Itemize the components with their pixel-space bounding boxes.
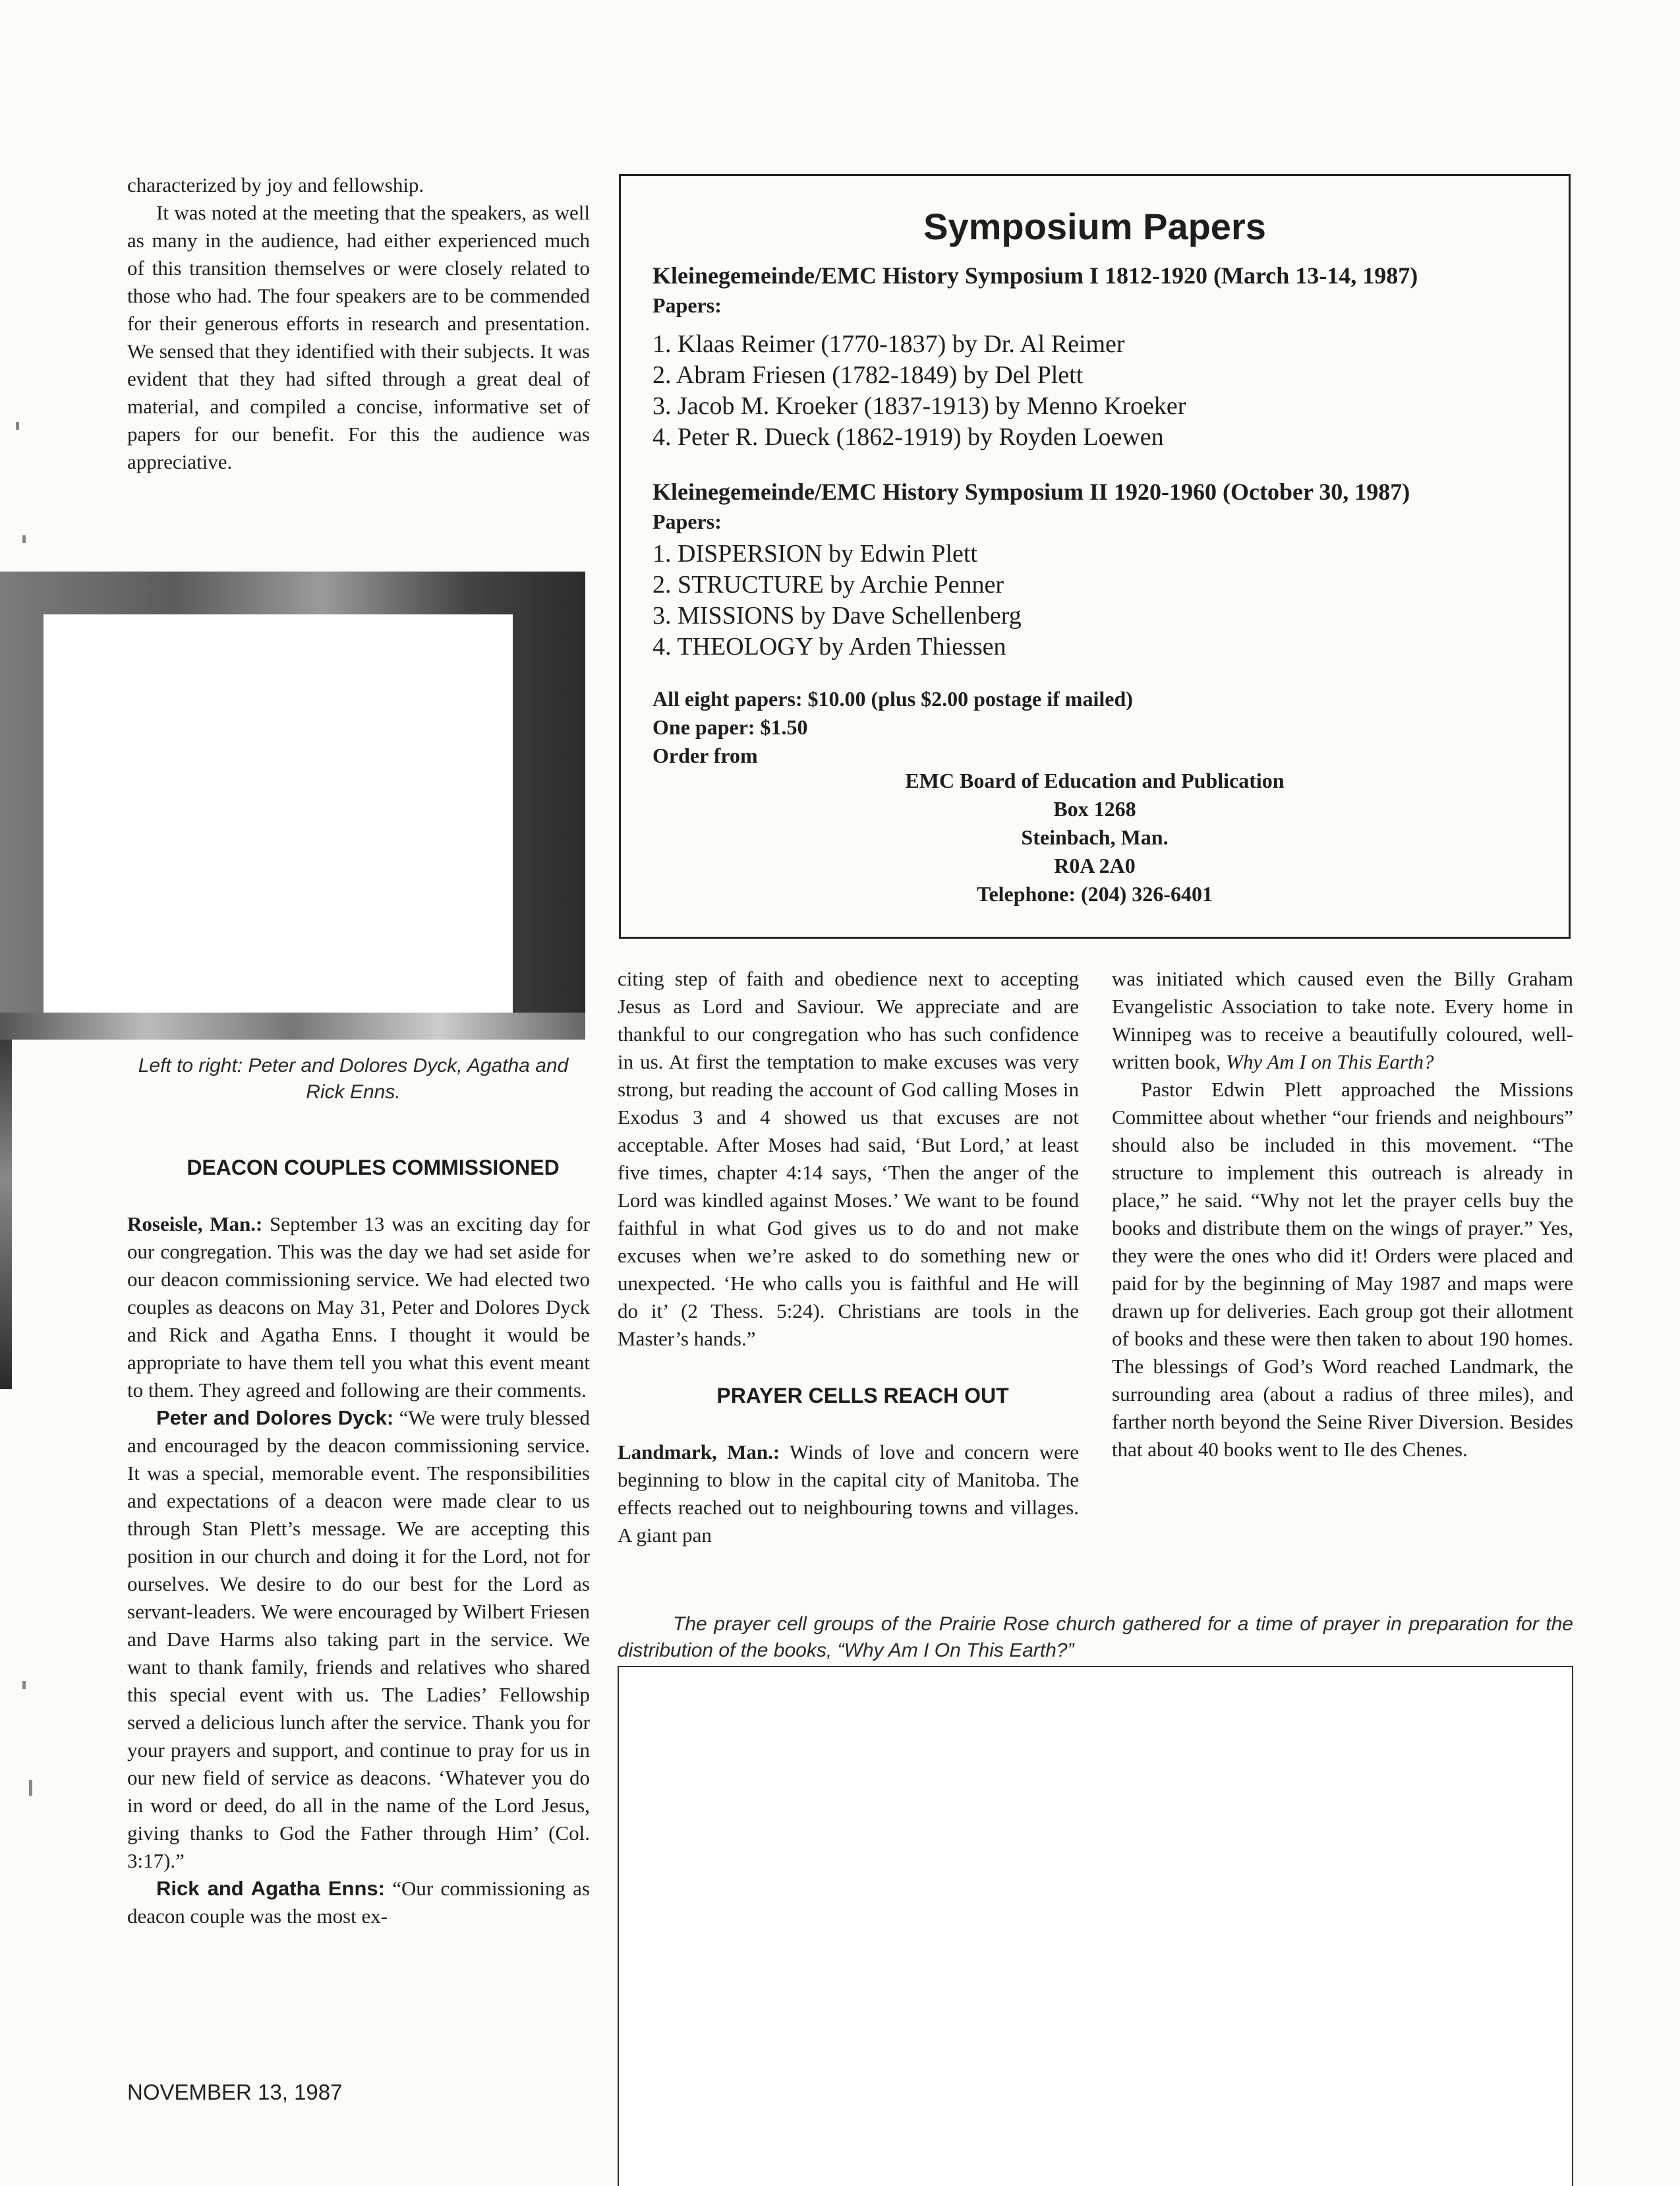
address-line: Steinbach, Man. xyxy=(1021,825,1169,849)
address-line: EMC Board of Education and Publication xyxy=(905,769,1285,792)
list-item: 2. STRUCTURE by Archie Penner xyxy=(652,571,1004,599)
symposium-1-papers-label: Papers: xyxy=(652,293,722,317)
right-column xyxy=(1112,965,1573,1463)
list-item: 4. THEOLOGY by Arden Thiessen xyxy=(652,633,1006,661)
dateline: Landmark, Man.: xyxy=(618,1440,780,1463)
paragraph: characterized by joy and fellowship. xyxy=(127,173,424,196)
symposium-2-title: Kleinegemeinde/EMC History Symposium II 1920-1960 (October 30, 1987) xyxy=(652,479,1410,505)
symposium-2-list xyxy=(652,539,1022,663)
book-title: Why Am I on This Earth? xyxy=(1226,1050,1434,1073)
scan-speck xyxy=(22,535,26,543)
list-item: 3. MISSIONS by Dave Schellenberg xyxy=(652,602,1022,630)
dateline: Roseisle, Man.: xyxy=(127,1212,263,1235)
order-from: Order from xyxy=(652,744,758,767)
symposium-title: Symposium Papers xyxy=(923,206,1266,247)
dyck-comment: Peter and Dolores Dyck: “We were truly blessed and encouraged by the deacon commissioning service. It was a special, memorable event. The responsibilities and expectations of a deacon were made clear to us through Stan Plett’s message. We are accepting this position in our church and doing it for the Lord, not for ourselves. We desire to do our best for the Lord as servant-leaders. We were encouraged by Wilbert Friesen and Dave Harms also taking part in the service. We want to thank family, friends and relatives who shared this special event with us. The Ladies’ Fellowship served a delicious lunch after the service. Thank you for your prayers and support, and continue to pray for us in our new field of service as deacons. ‘Whatever you do in word or deed, do all in the name of the Lord Jesus, giving thanks to God the Father through Him’ (Col. 3:17).” xyxy=(127,1406,590,1872)
deacon-couples-photo xyxy=(0,572,585,1040)
symposium-2-papers-label: Papers: xyxy=(652,510,722,533)
list-item: 1. Klaas Reimer (1770-1837) by Dr. Al Reimer xyxy=(652,330,1125,358)
deacon-article xyxy=(127,1154,590,1930)
prayer-cell-photo xyxy=(618,1666,1573,2186)
prayer-paragraph: was initiated which caused even the Billy Graham Evangelistic Association to take note. Every home in Winnipeg was to receive a beautifully coloured, well-written book, Why Am I on This Earth? xyxy=(1112,967,1573,1073)
list-item: 2. Abram Friesen (1782-1849) by Del Plett xyxy=(652,361,1084,389)
middle-column xyxy=(618,965,1079,1549)
prayer-intro: Landmark, Man.: Winds of love and concern were beginning to blow in the capital city of Manitoba. The effects reached out to neighbouring towns and villages. A giant pan xyxy=(618,1440,1079,1547)
photo-floor xyxy=(0,1013,585,1040)
photo-edge-strip xyxy=(0,1040,12,1389)
enns-comment: Rick and Agatha Enns: “Our commissioning as deacon couple was the most ex- xyxy=(127,1877,590,1928)
address-line: Telephone: (204) 326-6401 xyxy=(977,882,1213,906)
list-item: 1. DISPERSION by Edwin Plett xyxy=(652,540,977,568)
prayer-paragraph: Pastor Edwin Plett approached the Missions Committee about whether “our friends and neighbours” should also be included in this movement. “The structure to implement this outreach is already in place,” he said. “Why not let the prayer cells buy the books and distribute them on the wings of prayer.” Yes, they were the ones who did it! Orders were placed and paid for by the beginning of May 1987 and maps were drawn up for deliveries. Each group got their allotment of books and these were then taken to about 190 homes. The blessings of God’s Word reached Landmark, the surrounding area (about a radius of three miles), and farther north beyond the Seine River Diversion. Besides that about 40 books went to Ile des Chenes. xyxy=(1112,1078,1573,1461)
photo-caption-top: Left to right: Peter and Dolores Dyck, Agatha and Rick Enns. xyxy=(138,1055,569,1103)
address-line: R0A 2A0 xyxy=(1054,854,1136,877)
scan-speck xyxy=(22,1681,26,1689)
address-line: Box 1268 xyxy=(1053,797,1136,821)
photo-blank-area xyxy=(43,614,513,1013)
paragraph: It was noted at the meeting that the speakers, as well as many in the audience, had either experienced much of this transition themselves or were closely related to those who had. The four speakers are to be commended for their generous efforts in research and presentation. We sensed that they identified with their subjects. It was evident that they had sifted through a great deal of material, and compiled a concise, informative set of papers for our benefit. For this the audience was appreciative. xyxy=(127,201,590,473)
enns-comment-continued: citing step of faith and obedience next to accepting Jesus as Lord and Saviour. We appreciate and are thankful to our congregation who has such confidence in us. At first the temptation to make excuses was very strong, but reading the account of God calling Moses in Exodus 3 and 4 showed us that excuses are not acceptable. After Moses had said, ‘But Lord,’ at least five times, chapter 4:14 says, ‘Then the anger of the Lord was kindled against Moses.’ We want to be found faithful in what God gives us to do and not make excuses when we’re asked to do something new or unexpected. ‘He who calls you is faithful and He will do it’ (2 Thess. 5:24). Christians are tools in the Master’s hands.” xyxy=(618,967,1079,1350)
deacon-heading: DEACON COUPLES COMMISSIONED xyxy=(187,1156,560,1179)
list-item: 4. Peter R. Dueck (1862-1919) by Royden Loewen xyxy=(652,423,1164,451)
issue-date: NOVEMBER 13, 1987 xyxy=(127,2080,343,2104)
scan-speck xyxy=(16,422,19,430)
symposium-1-list xyxy=(652,329,1186,453)
symposium-papers-box xyxy=(619,174,1571,939)
deacon-intro: Roseisle, Man.: September 13 was an exciting day for our congregation. This was the day we had set aside for our deacon commissioning service. We had elected two couples as deacons on May 31, Peter and Dolores Dyck and Rick and Agatha Enns. I thought it would be appropriate to have them tell you what this event meant to them. They agreed and following are their comments. xyxy=(127,1212,590,1402)
photo-caption-bottom: The prayer cell groups of the Prairie Rose church gathered for a time of prayer in preparation for the distribution of the books, “Why Am I On This Earth?” xyxy=(618,1613,1573,1661)
speaker-name: Rick and Agatha Enns: xyxy=(156,1877,385,1900)
left-column-top xyxy=(127,171,590,476)
symposium-1-title: Kleinegemeinde/EMC History Symposium I 1812-1920 (March 13-14, 1987) xyxy=(652,262,1418,289)
price-one: One paper: $1.50 xyxy=(652,715,808,739)
prayer-heading: PRAYER CELLS REACH OUT xyxy=(716,1384,1009,1407)
price-all: All eight papers: $10.00 (plus $2.00 postage if mailed) xyxy=(652,687,1133,711)
speaker-name: Peter and Dolores Dyck: xyxy=(156,1406,394,1429)
order-address xyxy=(621,767,1569,908)
list-item: 3. Jacob M. Kroeker (1837-1913) by Menno Kroeker xyxy=(652,392,1186,420)
scan-speck xyxy=(29,1780,32,1796)
